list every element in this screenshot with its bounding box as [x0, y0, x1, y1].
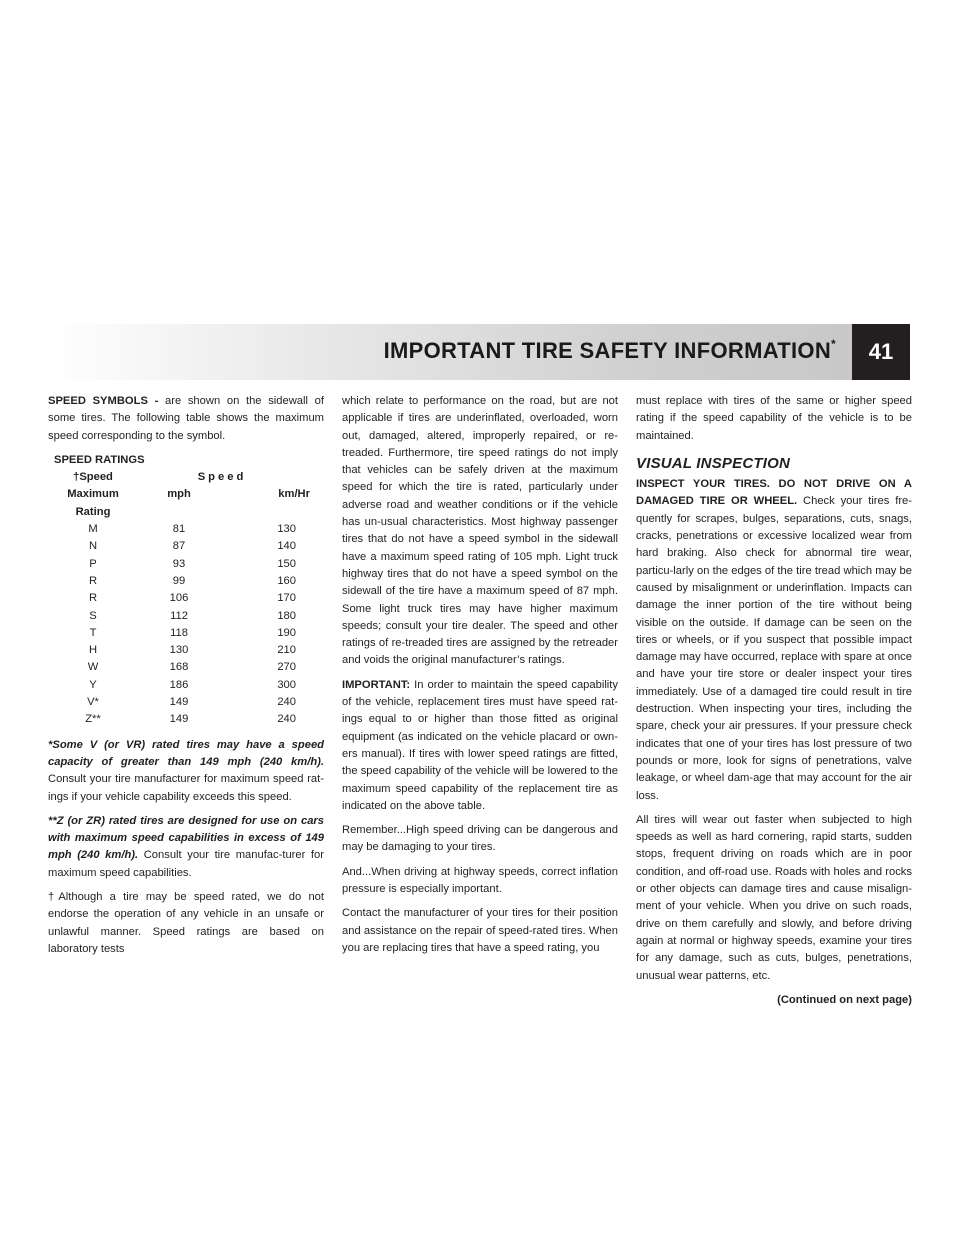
kmh-cell: 270: [277, 661, 296, 674]
kmh-cell: 170: [277, 592, 296, 605]
table-row: [52, 556, 310, 573]
note-v-rated-bold: *Some V (or VR) rated tires may have a speed capacity of greater than 149 mph (240 km/h).: [48, 738, 324, 768]
table-row: [52, 642, 310, 659]
mph-cell: 112: [170, 609, 188, 622]
section-header-banner: [46, 324, 910, 380]
page-number: 41: [852, 324, 910, 380]
note-z-rated-bold: **Z (or ZR) rated tires are designed for use on cars with maximum speed capabilities in excess of 149 mph (240 km/h).: [48, 814, 324, 862]
speed-symbol-cell: P: [89, 557, 97, 570]
speed-symbol-cell: S: [89, 609, 97, 622]
note-z-rated: [48, 813, 324, 882]
mph-cell: 106: [169, 592, 189, 605]
header-speed: †Speed: [73, 471, 113, 484]
mph-cell: 130: [169, 644, 189, 657]
speed-ratings-table: [52, 452, 310, 729]
mph-cell: 93: [172, 557, 186, 570]
col3-paragraph-1: must replace with tires of the same or higher speed rating if the speed capability of the vehicle is to be maintained.: [636, 395, 912, 442]
table-row: [52, 625, 310, 642]
header-mph: mph: [167, 488, 191, 501]
table-row: [52, 573, 310, 590]
kmh-cell: 150: [277, 557, 296, 570]
inspect-lead: INSPECT YOUR TIRES. DO NOT DRIVE ON A DAMAGED TIRE OR WHEEL.: [636, 478, 912, 508]
important-lead: IMPORTANT:: [342, 678, 411, 691]
table-row: [52, 711, 310, 728]
header-rating: Rating: [75, 505, 111, 518]
speed-symbol-cell: Y: [89, 678, 97, 691]
table-row: [52, 521, 310, 538]
kmh-cell: 240: [277, 713, 296, 726]
speed-symbol-cell: W: [87, 661, 99, 674]
speed-ratings-title: SPEED RATINGS: [54, 453, 145, 466]
speed-symbol-cell: M: [88, 523, 98, 536]
mph-cell: 168: [169, 661, 189, 674]
note-z-rated-text: Consult your tire manufac-turer for maximum speed capabilities.: [48, 849, 324, 879]
note-v-rated-text: Consult your tire manufacturer for maximum speed rat-ings if your vehicle capability exceeds this speed.: [48, 773, 324, 803]
kmh-cell: 180: [277, 609, 296, 622]
speed-symbol-cell: Z**: [85, 713, 101, 726]
section-title: [384, 338, 836, 364]
header-speed-group: Speed: [197, 471, 247, 484]
kmh-cell: 130: [277, 523, 296, 536]
table-row: [52, 694, 310, 711]
inspect-text: Check your tires fre-quently for scrapes, bulges, separations, cuts, snags, cracks, penetrations or excessive localized wear from hard braking. Also check for abnormal tire wear, particu-larly on the edges of the tire tread which may be caused by misalignment or underinflation. Impacts can damage the inner portion of the tire without being visible on the outside. If damage can be seen on the tires or wheels, or if you suspect that possible impact damage may have occurred, replace with spare at once and have your tire store or dealer inspect your tires immediately. Use of a damaged tire could result in tire destruction. When inspecting your tires, including the spare, check your air pressures. If your pressure check indicates that one of your tires has lost pressure of two pounds or more, look for signs of penetrations, valve leakage, or wheel dam-age that may account for the air loss.: [636, 495, 912, 802]
mph-cell: 87: [172, 540, 186, 553]
mph-cell: 186: [169, 678, 189, 691]
column-1: [48, 393, 324, 965]
col2-paragraph-3: Remember...High speed driving can be dangerous and may be damaging to your tires.: [342, 824, 618, 854]
col2-paragraph-1: which relate to performance on the road, but are not applicable if tires are underinflated, overloaded, worn out, damaged, altered, improperly repaired, or re-treaded. Furthermore, tire speed ratings do not imply that vehicles can be safely driven at the maximum speed for which the tire is rated, particularly under adverse road and weather conditions or if the vehicle has un-usual characteristics. Most highway passenger tires that do not have a speed symbol in the sidewall have a maximum speed rating of 105 mph. Light truck highway tires that do not have a speed symbol on the sidewall of the tire have a maximum speed of 87 mph. Some light truck tires may have higher maximum speeds; consult your tire dealer. The speed and other ratings of re-treaded tires are assigned by the retreader and voids the original manufacturer’s ratings.: [342, 395, 618, 667]
speed-symbols-paragraph: [48, 393, 324, 445]
speed-symbol-cell: R: [88, 574, 98, 587]
section-title-text: IMPORTANT TIRE SAFETY INFORMATION: [383, 338, 832, 363]
kmh-cell: 190: [277, 626, 296, 639]
mph-cell: 149: [169, 696, 189, 709]
speed-symbol-cell: R: [88, 592, 98, 605]
continued-note: (Continued on next page): [777, 993, 912, 1006]
table-row: [52, 590, 310, 607]
kmh-cell: 160: [277, 574, 296, 587]
kmh-cell: 210: [277, 644, 296, 657]
speed-symbol-cell: V*: [87, 696, 99, 709]
note-dagger: †Although a tire may be speed rated, we do not endorse the operation of any vehicle in an unsafe or unlawful manner. Speed ratings are based on laboratory tests: [48, 891, 324, 955]
kmh-cell: 140: [277, 540, 296, 553]
important-text: In order to maintain the speed capability of the vehicle, replacement tires must have speed rat-ings equal to or higher than those fitted as original equipment (as indicated on the vehicle placard or own-ers manual). If tires with lower speed ratings are fitted, the speed capability of the vehicle will be lowered to the maximum speed capability of the replacement tire as indicated on the above table.: [342, 678, 618, 812]
col2-paragraph-4: And...When driving at highway speeds, correct inflation pressure is especially important.: [342, 865, 618, 896]
section-title-mark: *: [831, 336, 836, 351]
important-paragraph: [342, 677, 618, 815]
inspect-paragraph: [636, 476, 912, 805]
table-row: [52, 677, 310, 694]
mph-cell: 99: [172, 574, 186, 587]
note-v-rated: [48, 737, 324, 806]
col2-paragraph-5: Contact the manufacturer of your tires for their position and assistance on the repair of speed-rated tires. When you are replacing tires that have a speed rating, you: [342, 907, 618, 954]
table-row: [52, 608, 310, 625]
table-row: [52, 659, 310, 676]
column-3: [636, 393, 912, 1009]
mph-cell: 118: [170, 626, 188, 639]
visual-inspection-heading: VISUAL INSPECTION: [636, 454, 790, 472]
col3-paragraph-3: All tires will wear out faster when subjected to high speeds as well as hard cornering, rapid starts, sudden stops, frequent driving on roads which are in poor condition, and off-road use. Roads with holes and rocks or other objects can damage tires and cause misalign-ment of your vehicle. When you drive on such roads, drive on them carefully and slowly, and before driving again at normal or highway speeds, examine your tires for any damage, such as cuts, bulges, penetrations, unusual wear patterns, etc.: [636, 813, 912, 982]
column-2: [342, 393, 618, 964]
kmh-cell: 240: [277, 696, 296, 709]
mph-cell: 81: [172, 523, 186, 536]
mph-cell: 149: [169, 713, 189, 726]
speed-symbol-cell: T: [89, 626, 97, 639]
table-row: [52, 538, 310, 555]
speed-symbols-text: are shown on the sidewall of some tires. The following table shows the maximum speed corresponding to the symbol.: [48, 395, 324, 442]
speed-symbol-cell: H: [88, 644, 98, 657]
speed-symbol-cell: N: [88, 540, 98, 553]
speed-symbols-lead: SPEED SYMBOLS -: [48, 395, 159, 407]
header-maximum: Maximum: [67, 488, 119, 501]
header-kmh: km/Hr: [278, 488, 310, 501]
kmh-cell: 300: [277, 678, 296, 691]
